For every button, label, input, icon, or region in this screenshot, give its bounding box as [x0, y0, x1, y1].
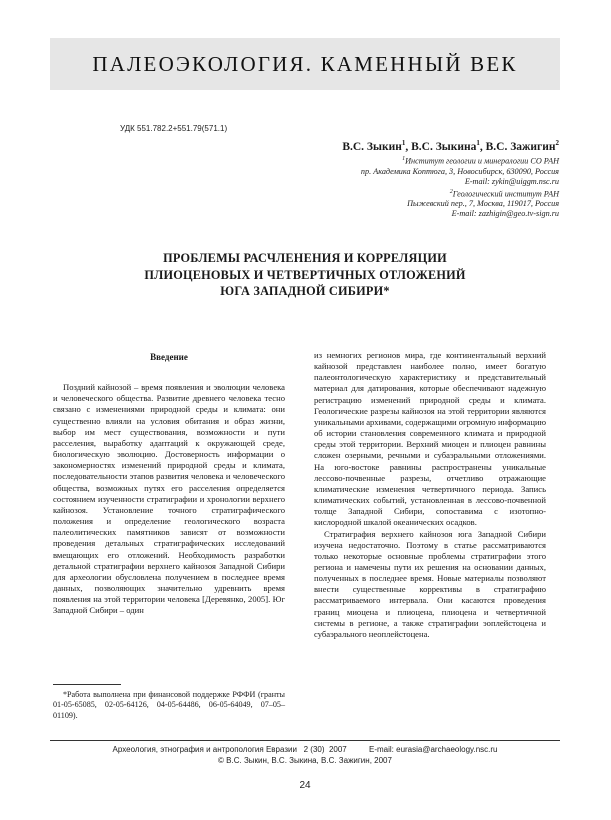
journal-name: Археология, этнография и антропология Евразии 2 (30) 2007 — [112, 745, 347, 754]
author-3-sup: 2 — [555, 139, 559, 147]
journal-info — [50, 745, 560, 754]
body-paragraph: Стратиграфия верхнего кайнозоя юга Западной Сибири изучена недостаточно. Поэтому в статье рассматриваются только некоторые основные проблемы стратиграфии этого региона и намечены пути их решения на основании данных, полученных в последнее время. Новые материалы позволяют внести существенные коррективы в стратиграфию рассматриваемого интервала. Они касаются проведения границ миоцена и плиоцена, плиоцена и четвертичной системы в регионе, а также стратиграфии эоплейстоцена и субаэрального неоплейстоцена. — [314, 528, 546, 639]
title-line-2: ПЛИОЦЕНОВЫХ И ЧЕТВЕРТИЧНЫХ ОТЛОЖЕНИЙ — [144, 267, 466, 282]
footnote: *Работа выполнена при финансовой поддержке РФФИ (гранты 01-05-65085, 02-05-64126, 04-05-64486, 06-05-64049, 07–05–01109). — [53, 690, 285, 720]
body-paragraph: Поздний кайнозой – время появления и эволюции человека и человеческого общества. Развитие древнего человека тесно связано с изменениями природной среды и климата: они существенно влияли на условия обитания и образ жизни, выбор им мест существования, возможности и пути расселения, выработку адаптаций к окружающей среде, биологическую эволюцию. Достоверность информации о закономерностях изменений природной среды и климата, последовательности этапов развития человека и человеческого общества, возможных путях его расселения определяется состоянием изученности стратиграфии и хронологии верхнего кайнозоя. Установление точного стратиграфического положения и определение геологического возраста палеолитических памятников зависят от возможности проведения детальных стратиграфических исследований вмещающих его отложений. Необходимость разработки детальной стратиграфии верхнего кайнозоя Западной Сибири для археологии обусловлена получением в последнее время данных, позволяющих значительно удревнить время появления на этой территории человека [Деревянко, 2005]. Юг Западной Сибири – один — [53, 382, 285, 616]
author-1: В.С. Зыкин — [342, 140, 402, 153]
affiliation-2 — [229, 187, 559, 200]
affiliation-1 — [229, 154, 559, 167]
title-footnote-mark: * — [383, 284, 390, 298]
introduction-heading: Введение — [150, 352, 188, 362]
affiliation-1-sup: 1 — [402, 155, 406, 162]
author-separator: , — [405, 140, 412, 153]
affiliation-2-email: E-mail: zazhigin@geo.tv-sign.ru — [451, 209, 559, 219]
affiliation-1-email: E-mail: zykin@uiggm.nsc.ru — [464, 176, 559, 186]
author-names — [229, 136, 559, 154]
right-column — [314, 350, 546, 640]
title-line-1: ПРОБЛЕМЫ РАСЧЛЕНЕНИЯ И КОРРЕЛЯЦИИ — [163, 251, 447, 265]
footer-divider — [50, 740, 560, 741]
section-banner — [50, 38, 560, 90]
author-2: В.С. Зыкина — [411, 140, 477, 153]
affiliation-1-address: пр. Академика Коптюга, 3, Новосибирск, 630090, Россия — [360, 166, 559, 176]
affiliation-2-sup: 2 — [449, 188, 453, 195]
author-block — [229, 136, 559, 219]
left-column — [53, 350, 285, 616]
author-2-sup: 1 — [476, 139, 480, 147]
author-3: В.С. Зажигин — [485, 140, 556, 153]
affiliation-1-name: Институт геологии и минералогии СО РАН — [405, 156, 559, 166]
affiliation-2-name: Геологический институт РАН — [452, 189, 559, 199]
author-separator: , — [479, 140, 486, 153]
title-line-3-text: ЮГА ЗАПАДНОЙ СИБИРИ — [220, 284, 384, 298]
copyright: © В.С. Зыкин, В.С. Зыкина, В.С. Зажигин, 2007 — [218, 756, 392, 765]
title-line-3 — [80, 283, 530, 300]
page-number: 24 — [299, 780, 311, 791]
affiliation-2-address: Пыжевский пер., 7, Москва, 119017, Россия — [407, 199, 559, 209]
author-1-sup: 1 — [401, 139, 406, 147]
footnote-divider — [53, 684, 121, 685]
body-paragraph: из немногих регионов мира, где континентальный верхний кайнозой представлен наиболее полно, имеет богатую палеонтологическую характеристику и представительный материал для датирования, которые обеспечивают надежную регистрацию изменений природной среды и климата. Геологические разрезы кайнозоя на этой территории являются уникальными архивами, содержащими огромную информацию об истории становления современного климата и природной среды этой территории. Верхний миоцен и плиоцен равнины сложен озерными, речными и субаэральными отложениями. На юго-востоке равнины распространены уникальные лессово-почвенные разрезы, отчетливо отражающие климатические изменения четвертичного периода. Запись климатических событий, установленная в лессово-почвенной толще Западной Сибири, сопоставима с изотопно-кислородной шкалой океанических осадков. — [314, 350, 546, 528]
article-title — [80, 250, 530, 300]
journal-email: E-mail: eurasia@archaeology.nsc.ru — [369, 745, 498, 754]
udc-code: УДК 551.782.2+551.79(571.1) — [120, 124, 228, 133]
section-title: ПАЛЕОЭКОЛОГИЯ. КАМЕННЫЙ ВЕК — [92, 51, 518, 76]
